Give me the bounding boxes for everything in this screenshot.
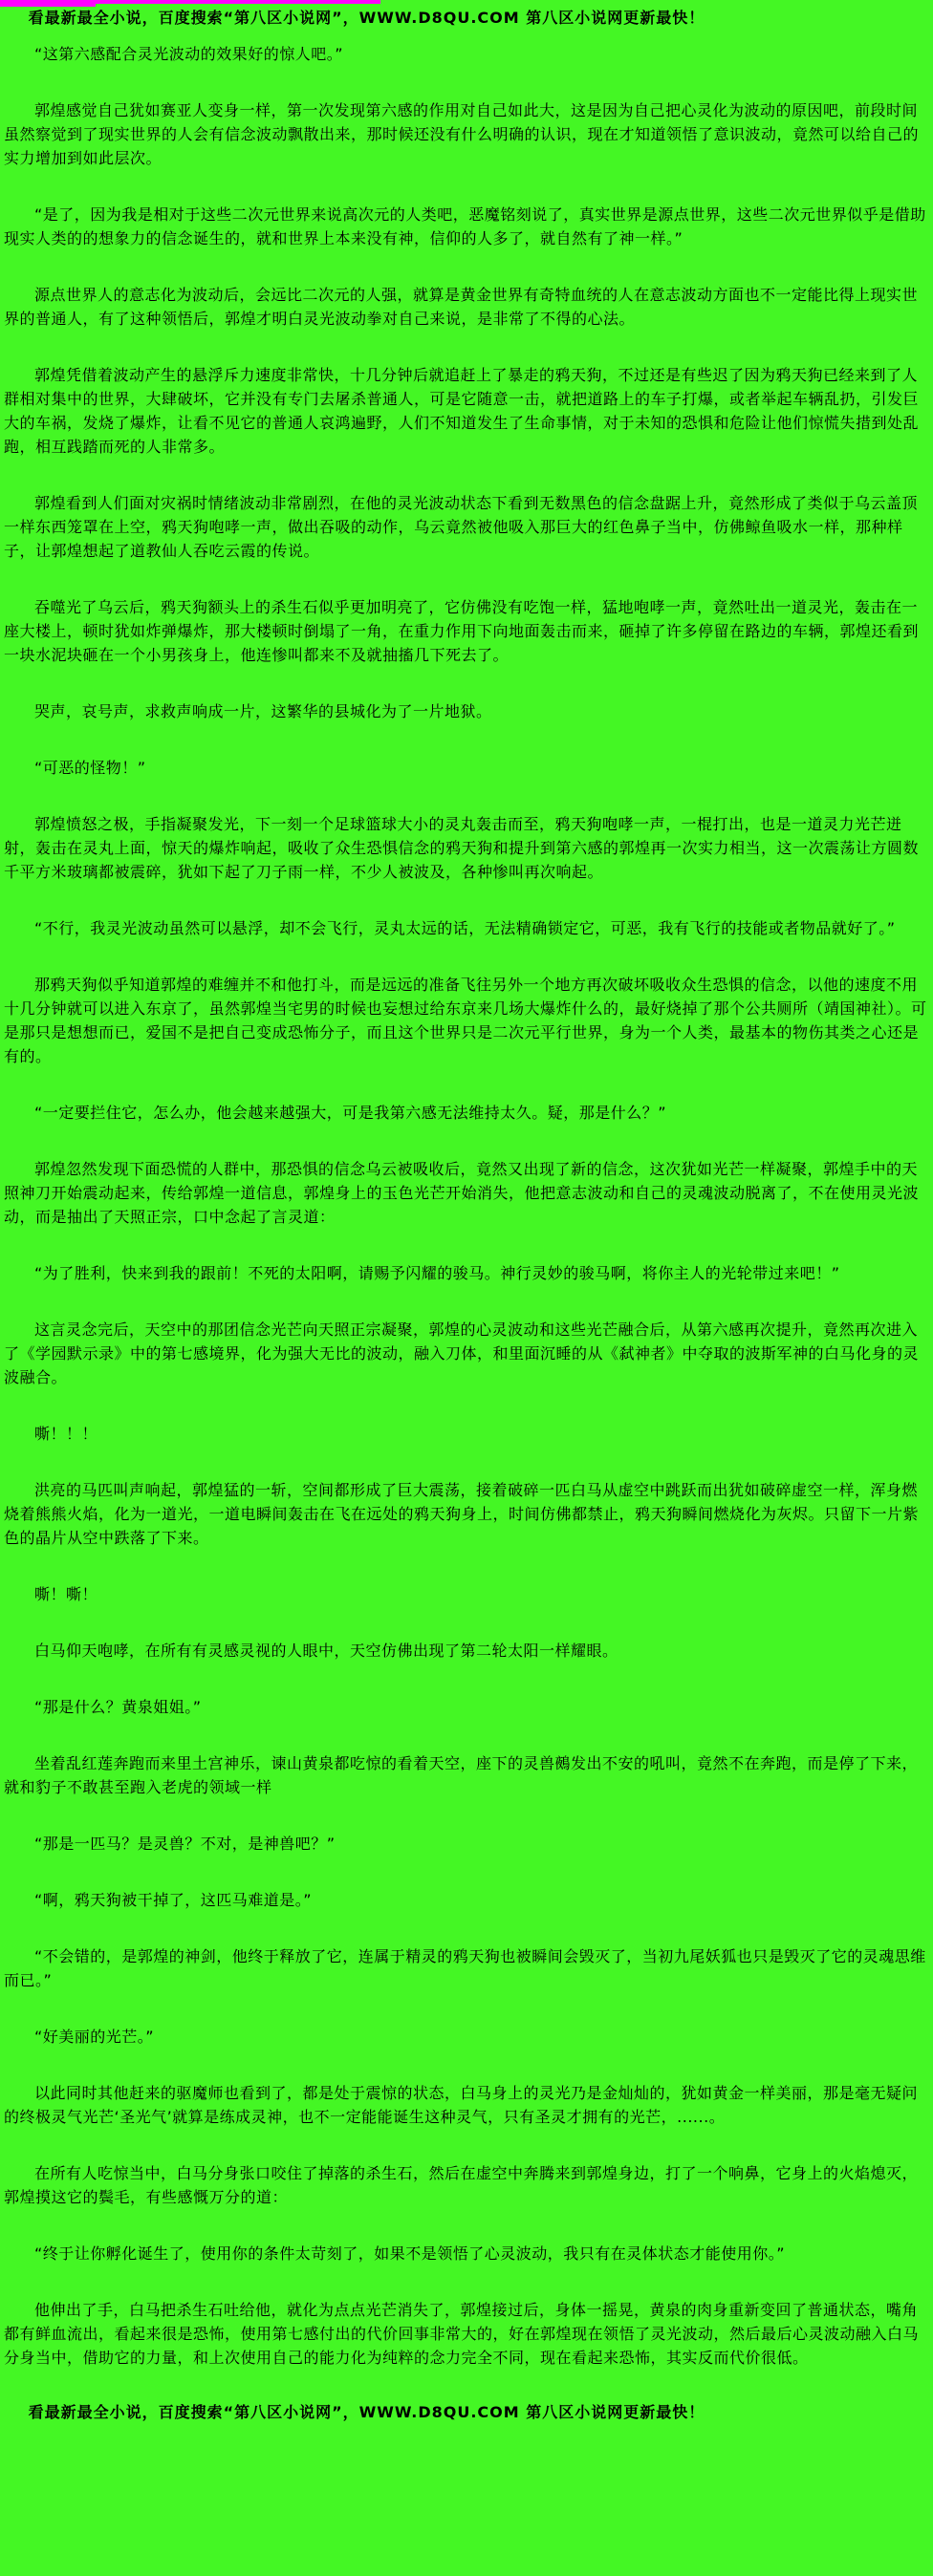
novel-paragraph: “可恶的怪物！” bbox=[34, 759, 146, 777]
novel-paragraph: 他伸出了手，白马把杀生石吐给他，就化为点点光芒消失了，郭煌接过后，身体一摇晃，黄泉的肉身重新变回了普通状态，嘴角都有鲜血流出，看起来很是恐怖，使用第七感付出的代价回事非常大的，好在郭煌现在领悟了灵光波动，然后最后心灵波动融入白马分身当中，借助它的力量，和上次使用自己的能力化为纯粹的念力完全不同，现在看起来恐怖，其实反而代价很低。 bbox=[4, 2301, 920, 2367]
novel-paragraph: “啊，鸦天狗被干掉了，这匹马难道是。” bbox=[34, 1891, 313, 1909]
footer-promo-text: 看最新最全小说，百度搜索“第八区小说网”，WWW.D8QU.COM 第八区小说网更新最快！ bbox=[28, 2403, 705, 2421]
novel-paragraph: “是了，因为我是相对于这些二次元世界来说高次元的人类吧，恶魔铭刻说了，真实世界是源点世界，这些二次元世界似乎是借助现实人类的的想象力的信念诞生的，就和世界上本来没有神，信仰的人多了，就自然有了神一样。” bbox=[4, 205, 926, 247]
novel-paragraph: 郭煌感觉自己犹如赛亚人变身一样，第一次发现第六感的作用对自己如此大，这是因为自己把心灵化为波动的原因吧，前段时间虽然察觉到了现实世界的人会有信念波动飘散出来，那时候还没有什么明确的认识，现在才知道领悟了意识波动，竟然可以给自己的实力增加到如此层次。 bbox=[4, 101, 920, 167]
novel-paragraph: 吞噬光了乌云后，鸦天狗额头上的杀生石似乎更加明亮了，它仿佛没有吃饱一样，猛地咆哮一声，竟然吐出一道灵光，轰击在一座大楼上，顿时犹如炸弹爆炸，那大楼顿时倒塌了一角，在重力作用下向地面轰击而来，砸掉了许多停留在路边的车辆，郭煌还看到一块水泥块砸在一个小男孩身上，他连惨叫都来不及就抽搐几下死去了。 bbox=[4, 598, 920, 664]
novel-paragraph: 源点世界人的意志化为波动后，会远比二次元的人强，就算是黄金世界有奇特血统的人在意志波动方面也不一定能比得上现实世界的普通人，有了这种领悟后，郭煌才明白灵光波动拳对自己来说，是非常了不得的心法。 bbox=[4, 286, 919, 328]
novel-paragraph: “不行，我灵光波动虽然可以悬浮，却不会飞行，灵丸太远的话，无法精确锁定它，可恶，我有飞行的技能或者物品就好了。” bbox=[34, 919, 896, 937]
novel-paragraph: 那鸦天狗似乎知道郭煌的难缠并不和他打斗，而是远远的准备飞往另外一个地方再次破坏吸收众生恐惧的信念，以他的速度不用十几分钟就可以进入东京了，虽然郭煌当宅男的时候也妄想过给东京来几场大爆炸什么的，最好烧掉了那个公共厕所（靖国神社）。可是那只是想想而已，爱国不是把自己变成恐怖分子，而且这个世界只是二次元平行世界，身为一个人类，最基本的物伤其类之心还是有的。 bbox=[4, 976, 927, 1065]
novel-paragraph: 嘶！嘶！ bbox=[34, 1585, 98, 1603]
novel-paragraph: 洪亮的马匹叫声响起，郭煌猛的一斩，空间都形成了巨大震荡，接着破碎一匹白马从虚空中跳跃而出犹如破碎虚空一样，浑身燃烧着熊熊火焰，化为一道光，一道电瞬间轰击在飞在远处的鸦天狗身上，时间仿佛都禁止，鸦天狗瞬间燃烧化为灰烬。只留下一片紫色的晶片从空中跌落了下来。 bbox=[4, 1481, 920, 1547]
novel-paragraph: “好美丽的光芒。” bbox=[34, 2028, 155, 2046]
top-left-artifact-block bbox=[0, 0, 96, 7]
novel-paragraph: “这第六感配合灵光波动的效果好的惊人吧。” bbox=[34, 45, 344, 63]
novel-paragraph: 坐着乱红莲奔跑而来里土宫神乐，谏山黄泉都吃惊的看着天空，座下的灵兽鵺发出不安的吼叫，竟然不在奔跑，而是停了下来，就和豹子不敢甚至跑入老虎的领域一样 bbox=[4, 1754, 919, 1796]
novel-paragraph: 哭声，哀号声，求救声响成一片，这繁华的县城化为了一片地狱。 bbox=[34, 702, 492, 720]
novel-paragraph: 郭煌忽然发现下面恐慌的人群中，那恐惧的信念乌云被吸收后，竟然又出现了新的信念，这次犹如光芒一样凝聚，郭煌手中的天照神刀开始震动起来，传给郭煌一道信息，郭煌身上的玉色光芒开始消失，他把意志波动和自己的灵魂波动脱离了，不在使用灵光波动，而是抽出了天照正宗，口中念起了言灵道： bbox=[4, 1160, 920, 1226]
novel-paragraph: 郭煌看到人们面对灾祸时情绪波动非常剧烈，在他的灵光波动状态下看到无数黑色的信念盘踞上升，竟然形成了类似于乌云盖顶一样东西笼罩在上空，鸦天狗咆哮一声，做出吞吸的动作，乌云竟然被他吸入那巨大的红色鼻子当中，仿佛鲸鱼吸水一样，那种样子，让郭煌想起了道教仙人吞吃云霞的传说。 bbox=[4, 494, 919, 560]
novel-paragraph: 郭煌愤怒之极，手指凝聚发光，下一刻一个足球篮球大小的灵丸轰击而至，鸦天狗咆哮一声，一棍打出，也是一道灵力光芒迸射，轰击在灵丸上面，惊天的爆炸响起，吸收了众生恐惧信念的鸦天狗和提升到第六感的郭煌再一次实力相当，这一次震荡让方圆数千平方米玻璃都被震碎，犹如下起了刀子雨一样，不少人被波及，各种惨叫再次响起。 bbox=[4, 815, 920, 881]
novel-paragraph: “那是什么？黄泉姐姐。” bbox=[34, 1698, 202, 1716]
novel-paragraph: 在所有人吃惊当中，白马分身张口咬住了掉落的杀生石，然后在虚空中奔腾来到郭煌身边，打了一个响鼻，它身上的火焰熄灭，郭煌摸这它的鬓毛，有些感慨万分的道： bbox=[4, 2164, 919, 2206]
novel-paragraph: 嘶！！！ bbox=[34, 1425, 98, 1443]
novel-paragraph: 这言灵念完后，天空中的那团信念光芒向天照正宗凝聚，郭煌的心灵波动和这些光芒融合后，从第六感再次提升，竟然再次进入了《学园默示录》中的第七感境界，化为强大无比的波动，融入刀体，和里面沉睡的从《弑神者》中夺取的波斯军神的白马化身的灵波融合。 bbox=[4, 1320, 920, 1386]
novel-paragraph: 以此同时其他赶来的驱魔师也看到了，都是处于震惊的状态，白马身上的灵光乃是金灿灿的，犹如黄金一样美丽，那是毫无疑问的终极灵气光芒‘圣光气’就算是练成灵神，也不一定能能诞生这种灵气，只有圣灵才拥有的光芒，......。 bbox=[4, 2084, 919, 2126]
novel-paragraph: 白马仰天咆哮，在所有有灵感灵视的人眼中，天空仿佛出现了第二轮太阳一样耀眼。 bbox=[34, 1642, 618, 1660]
novel-paragraph: 郭煌凭借着波动产生的悬浮斥力速度非常快，十几分钟后就追赶上了暴走的鸦天狗，不过还是有些迟了因为鸦天狗已经来到了人群相对集中的世界，大肆破坏，它并没有专门去屠杀普通人，可是它随意一击，就把道路上的车子打爆，或者举起车辆乱扔，引发巨大的车祸，发烧了爆炸，让看不见它的普通人哀鸿遍野，人们不知道发生了生命事情，对于未知的恐惧和危险让他们惊慌失措到处乱跑，相互践踏而死的人非常多。 bbox=[4, 366, 920, 456]
novel-paragraph: “终于让你孵化诞生了，使用你的条件太苛刻了，如果不是领悟了心灵波动，我只有在灵体状态才能使用你。” bbox=[34, 2244, 786, 2263]
novel-paragraph: “那是一匹马？是灵兽？不对，是神兽吧？” bbox=[34, 1835, 336, 1853]
novel-chapter-content bbox=[4, 42, 929, 2370]
header-promo-text: 看最新最全小说，百度搜索“第八区小说网”，WWW.D8QU.COM 第八区小说网更新最快！ bbox=[28, 9, 705, 27]
novel-paragraph: “一定要拦住它，怎么办，他会越来越强大，可是我第六感无法维持太久。疑，那是什么？” bbox=[34, 1104, 667, 1122]
novel-paragraph: “为了胜利，快来到我的跟前！不死的太阳啊，请赐予闪耀的骏马。神行灵妙的骏马啊，将你主人的光轮带过来吧！” bbox=[34, 1264, 840, 1282]
novel-paragraph: “不会错的，是郭煌的神剑，他终于释放了它，连属于精灵的鸦天狗也被瞬间会毁灭了，当初九尾妖狐也只是毁灭了它的灵魂思维而已。” bbox=[4, 1947, 926, 1989]
